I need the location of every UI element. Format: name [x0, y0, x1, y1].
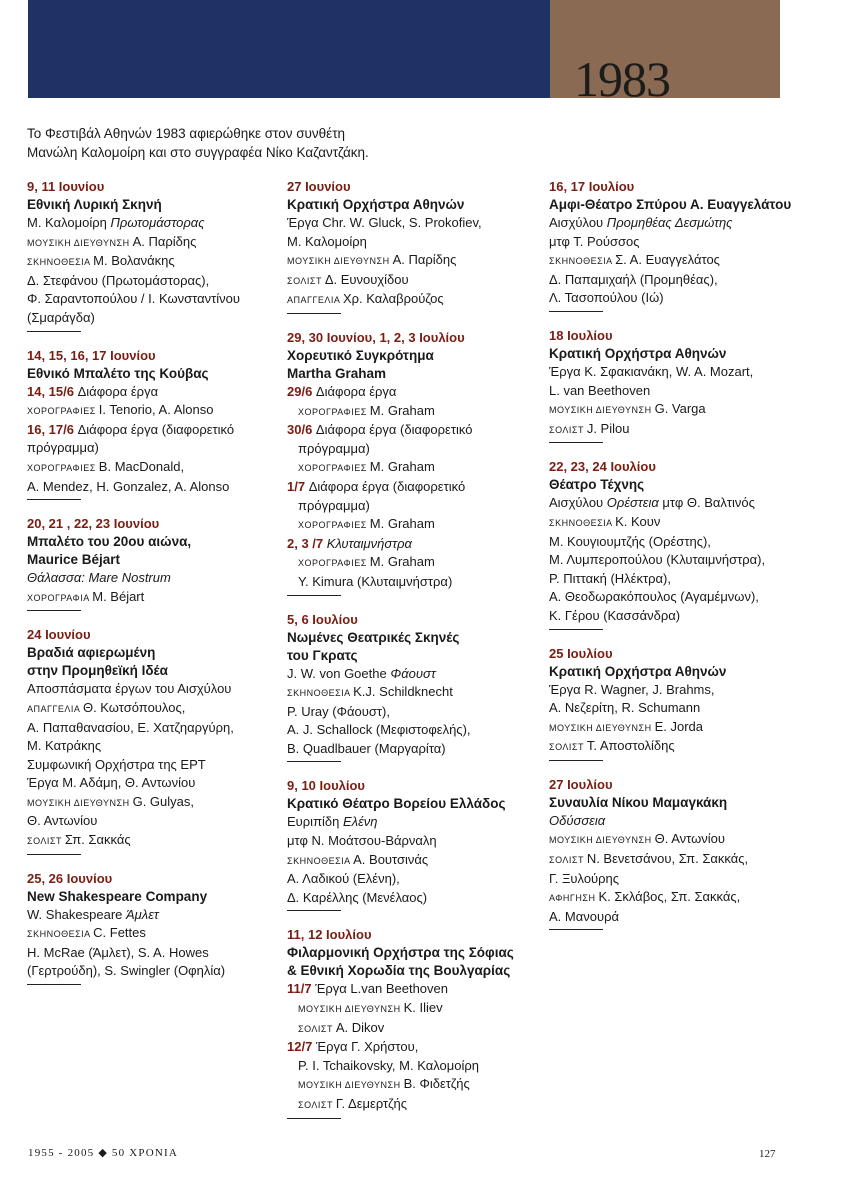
work-title: Φάουστ: [390, 665, 436, 681]
detail-text: Ευριπίδη: [287, 814, 343, 830]
event-detail-line: [287, 290, 542, 310]
event-detail-line: [287, 497, 542, 516]
page-number: 127: [759, 1148, 776, 1160]
detail-text: Θ. Κωτσόπουλος,: [82, 699, 186, 715]
event-detail-line: [287, 402, 542, 422]
event-venue: Εθνική Λυρική Σκηνή: [27, 197, 162, 212]
event-detail-line: [549, 289, 809, 308]
role-label: ΣΟΛΙΣΤ: [549, 424, 587, 435]
detail-text: Έργα Γ. Χρήστου,: [315, 1039, 419, 1055]
event-detail-line: [287, 478, 542, 497]
event-detail-line: [27, 309, 267, 328]
detail-text: Λ. Τασοπούλου (Ιώ): [549, 290, 664, 306]
detail-text: G. Gulyas,: [132, 793, 194, 809]
event-date: 20, 21 , 22, 23 Ιουνίου: [27, 516, 160, 532]
event-date: 16, 17 Ιουλίου: [549, 179, 635, 194]
event-detail-line: [287, 721, 542, 740]
event-entry: [27, 347, 267, 501]
entry-divider: [549, 629, 603, 630]
role-label: ΜΟΥΣΙΚΗ ΔΙΕΥΘΥΝΣΗ: [549, 722, 655, 733]
sub-date: 12/7: [287, 1039, 316, 1055]
event-venue: Κρατική Ορχήστρα Αθηνών: [549, 663, 727, 679]
detail-text: Έργα Chr. W. Gluck, S. Prokofiev,: [287, 215, 482, 230]
role-label: ΧΟΡΟΓΡΑΦΙΑ: [27, 592, 93, 603]
event-detail-line: [287, 1019, 542, 1039]
detail-text: Φ. Σαραντοπούλου / Ι. Κωνσταντίνου: [27, 291, 241, 307]
detail-text: Σ. Α. Ευαγγελάτος: [615, 252, 720, 268]
detail-text: (Γερτρούδη), S. Swingler (Οφηλία): [27, 963, 226, 979]
event-detail-line: [287, 535, 542, 554]
event-detail-line: [549, 533, 809, 552]
detail-text: K. Iliev: [403, 1000, 443, 1016]
event-date: 14, 15, 16, 17 Ιουνίου: [27, 347, 156, 363]
event-detail-line: [27, 588, 267, 608]
role-label: ΣΟΛΙΣΤ: [287, 275, 325, 286]
event-entry: [287, 178, 542, 314]
event-detail-line: [27, 737, 267, 756]
detail-text: Κ. Σκλάβος, Σπ. Σακκάς,: [598, 889, 741, 905]
event-detail-line: [27, 439, 267, 458]
event-detail-line: [287, 1038, 542, 1057]
event-detail-line: [287, 383, 542, 402]
entry-divider: [27, 854, 81, 855]
event-detail-line: [27, 944, 267, 963]
role-label: ΣΚΗΝΟΘΕΣΙΑ: [549, 517, 616, 528]
detail-text: Α. Μανουρά: [549, 908, 619, 924]
event-date: 22, 23, 24 Ιουλίου: [549, 459, 656, 475]
event-detail-line: [549, 271, 809, 290]
detail-text: Κ. Κουν: [615, 513, 661, 529]
role-label: ΧΟΡΟΓΡΑΦΙΕΣ: [27, 406, 99, 417]
detail-text: J. Pilou: [586, 420, 630, 436]
event-detail-line: [287, 999, 542, 1019]
sub-date: 16, 17/6: [27, 421, 78, 437]
entry-divider: [549, 760, 603, 761]
detail-text: Διάφορα έργα (διαφορετικό: [77, 421, 235, 437]
detail-text: Συμφωνική Ορχήστρα της ΕΡΤ: [27, 756, 206, 772]
event-entry: [287, 926, 542, 1118]
event-detail-line: [549, 607, 809, 626]
event-detail-line: [549, 251, 809, 271]
detail-text: πρόγραμμα): [298, 497, 370, 513]
detail-text: C. Fettes: [93, 925, 146, 941]
event-detail-line: [549, 363, 809, 382]
detail-text: P. I. Tchaikovsky, Μ. Καλομοίρη: [298, 1057, 480, 1073]
event-detail-line: [549, 870, 809, 889]
event-detail-line: [549, 494, 809, 513]
event-detail-line: [27, 252, 267, 272]
detail-text: μτφ Τ. Ρούσσος: [549, 233, 640, 249]
detail-text: Έργα Κ. Σφακιανάκη, W. A. Mozart,: [549, 363, 754, 379]
work-title: Ελένη: [343, 814, 378, 830]
detail-text: Δ. Ευνουχίδου: [324, 271, 409, 287]
detail-text: Y. Kimura (Κλυταιμνήστρα): [298, 573, 453, 589]
detail-text: (Σμαράγδα): [27, 309, 95, 325]
event-entry: [287, 777, 542, 911]
role-label: ΣΚΗΝΟΘΕΣΙΑ: [27, 929, 94, 940]
role-label: ΑΦΗΓΗΣΗ: [549, 893, 599, 904]
entry-divider: [27, 610, 81, 611]
event-entry: [549, 327, 809, 443]
detail-text: W. Shakespeare: [27, 906, 126, 922]
role-label: ΣΚΗΝΟΘΕΣΙΑ: [287, 688, 354, 699]
sub-date: 2, 3 /7: [287, 535, 327, 551]
role-label: ΣΚΗΝΟΘΕΣΙΑ: [549, 256, 616, 267]
detail-text: Β. Φιδετζής: [403, 1076, 470, 1092]
event-detail-line: [27, 478, 267, 497]
detail-text: Έργα R. Wagner, J. Brahms,: [549, 681, 715, 697]
detail-text: Α. Νεζερίτη, R. Schumann: [549, 700, 701, 716]
event-date: 11, 12 Ιουλίου: [287, 927, 372, 943]
detail-text: M. Graham: [369, 402, 435, 418]
event-detail-line: [287, 1057, 542, 1076]
event-detail-line: [287, 271, 542, 291]
event-venue: Εθνικό Μπαλέτο της Κούβας: [27, 365, 209, 381]
event-detail-line: [27, 774, 267, 793]
detail-text: Θ. Αντωνίου: [654, 831, 725, 847]
role-label: ΣΟΛΙΣΤ: [549, 855, 587, 866]
event-detail-line: [287, 740, 542, 759]
event-detail-line: [287, 1075, 542, 1095]
event-entry: [549, 178, 809, 312]
entry-divider: [27, 331, 81, 332]
event-detail-line: [27, 421, 267, 440]
event-date: 9, 11 Ιουνίου: [27, 179, 105, 194]
detail-text: Α. Παρίδης: [132, 233, 197, 249]
role-label: ΑΠΑΓΓΕΛΙΑ: [287, 295, 343, 306]
role-label: ΧΟΡΟΓΡΑΦΙΕΣ: [298, 406, 370, 417]
event-detail-line: [549, 888, 809, 908]
detail-text: Γ. Ξυλούρης: [549, 870, 620, 886]
detail-text: Α. Λαδικού (Ελένη),: [287, 871, 400, 887]
event-detail-line: [549, 382, 809, 401]
detail-text: L. van Beethoven: [549, 382, 651, 398]
program-column-3: [549, 178, 809, 945]
event-venue: Κρατική Ορχήστρα Αθηνών: [287, 197, 465, 212]
footer-anniversary: 1955 - 2005 ◆ 50 ΧΡΟΝΙΑ: [28, 1147, 179, 1159]
entry-divider: [287, 910, 341, 911]
detail-text: M. Graham: [369, 459, 435, 475]
event-detail-line: [27, 290, 267, 309]
event-venue: Φιλαρμονική Ορχήστρα της Σόφιας: [287, 945, 514, 961]
detail-text: K.J. Schildknecht: [353, 684, 453, 700]
event-venue: & Εθνική Χορωδία της Βουλγαρίας: [287, 963, 511, 979]
event-entry: [549, 645, 809, 761]
sub-date: 14, 15/6: [27, 383, 78, 399]
detail-text: πρόγραμμα): [27, 440, 99, 456]
event-detail-line: [287, 440, 542, 459]
event-date: 9, 10 Ιουλίου: [287, 778, 365, 794]
event-venue: Κρατική Ορχήστρα Αθηνών: [549, 345, 727, 361]
sub-date: 29/6: [287, 383, 316, 399]
detail-text: Διάφορα έργα (διαφορετικό: [308, 478, 466, 494]
detail-text: M. Béjart: [92, 588, 145, 604]
detail-text: Δ. Παπαμιχαήλ (Προμηθέας),: [549, 271, 718, 287]
header-blue-band: [28, 0, 550, 98]
detail-text: Α. Παρίδης: [392, 252, 457, 268]
detail-text: Έργα L.van Beethoven: [315, 981, 448, 997]
role-label: ΣΟΛΙΣΤ: [549, 742, 587, 753]
entry-divider: [287, 1118, 341, 1119]
event-date: 27 Ιουνίου: [287, 179, 351, 194]
detail-text: G. Varga: [654, 401, 706, 417]
event-detail-line: [549, 699, 809, 718]
event-date: 5, 6 Ιουλίου: [287, 611, 358, 627]
event-detail-line: [287, 1095, 542, 1115]
role-label: ΑΠΑΓΓΕΛΙΑ: [27, 703, 83, 714]
detail-text: Μ. Καλομοίρη: [27, 215, 111, 230]
event-entry: [549, 776, 809, 931]
entry-divider: [27, 984, 81, 985]
intro-line: Το Φεστιβάλ Αθηνών 1983 αφιερώθηκε στον συνθέτη: [27, 126, 346, 141]
event-venue: Martha Graham: [287, 365, 387, 381]
role-label: ΜΟΥΣΙΚΗ ΔΙΕΥΘΥΝΣΗ: [287, 256, 393, 267]
work-title: Ορέστεια: [606, 495, 659, 511]
detail-text: I. Tenorio, A. Alonso: [98, 402, 214, 418]
detail-text: E. Jorda: [654, 718, 703, 734]
event-detail-line: [287, 553, 542, 573]
detail-text: Μ. Βολανάκης: [93, 253, 175, 269]
event-detail-line: [287, 458, 542, 478]
detail-text: Θ. Αντωνίου: [27, 813, 98, 829]
event-detail-line: [287, 889, 542, 908]
event-detail-line: [549, 513, 809, 533]
detail-text: Μ. Κουγιουμτζής (Ορέστης),: [549, 533, 711, 549]
detail-text: Μ. Κατράκης: [27, 738, 102, 754]
event-venue: New Shakespeare Company: [27, 888, 208, 904]
entry-divider: [287, 313, 341, 314]
role-label: ΜΟΥΣΙΚΗ ΔΙΕΥΘΥΝΣΗ: [298, 1004, 404, 1015]
detail-text: Ρ. Πιττακή (Ηλέκτρα),: [549, 570, 671, 586]
detail-text: Διάφορα έργα: [315, 383, 397, 399]
event-venue: Συναυλία Νίκου Μαμαγκάκη: [549, 794, 728, 810]
event-detail-line: [287, 421, 542, 440]
detail-text: M. Graham: [369, 554, 435, 570]
event-venue: Νωμένες Θεατρικές Σκηνές: [287, 629, 460, 645]
role-label: ΜΟΥΣΙΚΗ ΔΙΕΥΘΥΝΣΗ: [298, 1080, 404, 1091]
detail-text: Ν. Βενετσάνου, Σπ. Σακκάς,: [586, 851, 749, 867]
entry-divider: [549, 929, 603, 930]
event-detail-line: [549, 812, 809, 831]
event-venue: Μπαλέτο του 20ου αιώνα,: [27, 534, 192, 550]
event-detail-line: [27, 214, 267, 233]
event-detail-line: [287, 515, 542, 535]
program-column-1: [27, 178, 267, 1000]
event-venue: στην Προμηθεϊκή Ιδέα: [27, 663, 168, 679]
role-label: ΣΚΗΝΟΘΕΣΙΑ: [27, 257, 94, 268]
event-detail-line: [27, 906, 267, 925]
detail-text: J. W. von Goethe: [287, 665, 391, 681]
detail-text: Α. Βουτσινάς: [353, 851, 429, 867]
event-detail-line: [549, 570, 809, 589]
detail-text: Μ. Λυμπεροπούλου (Κλυταιμνήστρα),: [549, 552, 766, 568]
event-entry: [287, 329, 542, 596]
event-date: 29, 30 Ιουνίου, 1, 2, 3 Ιουλίου: [287, 329, 465, 345]
event-detail-line: [27, 699, 267, 719]
detail-text: Μ. Καλομοίρη: [287, 233, 367, 249]
work-title: Οδύσσεια: [549, 812, 606, 828]
event-venue: Χορευτικό Συγκρότημα: [287, 347, 434, 363]
detail-text: πρόγραμμα): [298, 440, 370, 456]
detail-text: Αισχύλου: [549, 215, 607, 230]
role-label: ΣΟΛΙΣΤ: [298, 1023, 336, 1034]
role-label: ΜΟΥΣΙΚΗ ΔΙΕΥΘΥΝΣΗ: [549, 835, 655, 846]
sub-date: 30/6: [287, 422, 316, 438]
event-venue: Αμφι-Θέατρο Σπύρου Α. Ευαγγελάτου: [549, 197, 792, 212]
event-date: 18 Ιουλίου: [549, 327, 613, 343]
event-detail-line: [287, 665, 542, 684]
event-detail-line: [27, 680, 267, 699]
detail-text: Δ. Στεφάνου (Πρωτομάστορας),: [27, 272, 210, 288]
event-detail-line: [549, 588, 809, 607]
event-entry: [549, 458, 809, 629]
work-title: Κλυταιμνήστρα: [326, 535, 412, 551]
event-detail-line: [549, 737, 809, 757]
detail-text: Σπ. Σακκάς: [64, 832, 131, 848]
role-label: ΣΚΗΝΟΘΕΣΙΑ: [287, 855, 354, 866]
event-detail-line: [287, 870, 542, 889]
detail-text: Διάφορα έργα: [77, 383, 159, 399]
sub-date: 1/7: [287, 478, 309, 494]
event-detail-line: [549, 830, 809, 850]
entry-divider: [287, 761, 341, 762]
event-detail-line: [27, 458, 267, 478]
role-label: ΧΟΡΟΓΡΑΦΙΕΣ: [27, 462, 99, 473]
event-detail-line: [27, 383, 267, 402]
event-detail-line: [27, 569, 267, 588]
detail-text: Κ. Γέρου (Κασσάνδρα): [549, 607, 681, 623]
event-date: 27 Ιουλίου: [549, 776, 613, 792]
detail-text: Χρ. Καλαβρούζος: [342, 291, 444, 307]
work-title: Άμλετ: [126, 906, 159, 922]
entry-divider: [287, 595, 341, 596]
event-detail-line: [549, 400, 809, 420]
role-label: ΜΟΥΣΙΚΗ ΔΙΕΥΘΥΝΣΗ: [549, 405, 655, 416]
role-label: ΧΟΡΟΓΡΑΦΙΕΣ: [298, 463, 370, 474]
event-detail-line: [287, 251, 542, 271]
event-detail-line: [27, 233, 267, 253]
work-title: Θάλασσα: Mare Nostrum: [27, 570, 171, 586]
detail-text: H. McRae (Άμλετ), S. A. Howes: [27, 944, 209, 960]
event-entry: [287, 611, 542, 763]
event-detail-line: [287, 703, 542, 722]
detail-text: M. Graham: [369, 516, 435, 532]
event-detail-line: [287, 214, 542, 233]
event-entry: [27, 870, 267, 985]
event-detail-line: [287, 233, 542, 252]
event-detail-line: [549, 718, 809, 738]
detail-text: Γ. Δεμερτζής: [335, 1096, 407, 1111]
event-venue: Maurice Béjart: [27, 552, 121, 568]
event-detail-line: [27, 719, 267, 738]
event-detail-line: [549, 214, 809, 233]
event-entry: [27, 515, 267, 611]
detail-text: Δ. Καρέλλης (Μενέλαος): [287, 889, 428, 905]
detail-text: A. J. Schallock (Μεφιστοφελής),: [287, 722, 471, 738]
event-detail-line: [287, 851, 542, 871]
entry-divider: [549, 442, 603, 443]
role-label: ΣΟΛΙΣΤ: [298, 1100, 336, 1110]
detail-text: μτφ Θ. Βαλτινός: [658, 495, 755, 511]
detail-text: Διάφορα έργα (διαφορετικό: [315, 422, 473, 438]
entry-divider: [27, 499, 81, 500]
event-detail-line: [27, 401, 267, 421]
event-detail-line: [27, 924, 267, 944]
detail-text: B. MacDonald,: [98, 458, 185, 474]
event-entry: [27, 178, 267, 332]
detail-text: Αισχύλου: [549, 495, 607, 511]
detail-text: Α. Παπαθανασίου, Ε. Χατζηαργύρη,: [27, 719, 234, 735]
event-venue: Βραδιά αφιερωμένη: [27, 645, 156, 661]
event-venue: Κρατικό Θέατρο Βορείου Ελλάδος: [287, 796, 506, 812]
event-date: 25 Ιουλίου: [549, 645, 613, 661]
event-detail-line: [287, 980, 542, 999]
event-date: 25, 26 Ιουνίου: [27, 870, 113, 886]
role-label: ΜΟΥΣΙΚΗ ΔΙΕΥΘΥΝΣΗ: [27, 237, 133, 248]
event-detail-line: [549, 551, 809, 570]
detail-text: Έργα Μ. Αδάμη, Θ. Αντωνίου: [27, 775, 196, 791]
year-heading: 1983: [574, 51, 670, 107]
event-detail-line: [27, 812, 267, 831]
event-detail-line: [27, 962, 267, 981]
detail-text: P. Uray (Φάουστ),: [287, 703, 390, 719]
detail-text: B. Quadlbauer (Μαργαρίτα): [287, 740, 446, 756]
event-detail-line: [287, 832, 542, 851]
intro-text: [27, 124, 447, 162]
detail-text: μτφ Ν. Μοάτσου-Βάρναλη: [287, 833, 437, 849]
detail-text: Τ. Αποστολίδης: [586, 738, 675, 754]
event-detail-line: [549, 908, 809, 927]
detail-text: A. Mendez, H. Gonzalez, A. Alonso: [27, 478, 230, 494]
intro-line: Μανώλη Καλομοίρη και στο συγγραφέα Νίκο Καζαντζάκη.: [27, 145, 369, 160]
sub-date: 11/7: [287, 981, 316, 997]
event-detail-line: [549, 420, 809, 440]
event-venue: Θέατρο Τέχνης: [549, 477, 645, 493]
role-label: ΣΟΛΙΣΤ: [27, 836, 65, 847]
role-label: ΧΟΡΟΓΡΑΦΙΕΣ: [298, 558, 370, 569]
event-detail-line: [287, 813, 542, 832]
event-detail-line: [287, 573, 542, 592]
event-date: 24 Ιουνίου: [27, 627, 91, 643]
event-venue: του Γκρατς: [287, 647, 358, 663]
role-label: ΧΟΡΟΓΡΑΦΙΕΣ: [298, 520, 370, 531]
detail-text: Α. Θεοδωρακόπουλος (Αγαμέμνων),: [549, 589, 759, 605]
event-detail-line: [27, 831, 267, 851]
entry-divider: [549, 311, 603, 312]
program-column-2: [287, 178, 542, 1134]
event-detail-line: [27, 756, 267, 775]
work-title: Πρωτομάστορας: [110, 215, 205, 230]
detail-text: A. Dikov: [335, 1019, 385, 1035]
event-detail-line: [27, 272, 267, 291]
role-label: ΜΟΥΣΙΚΗ ΔΙΕΥΘΥΝΣΗ: [27, 797, 133, 808]
event-detail-line: [27, 793, 267, 813]
event-detail-line: [287, 683, 542, 703]
event-entry: [27, 626, 267, 854]
work-title: Προμηθέας Δεσμώτης: [606, 215, 733, 230]
event-detail-line: [549, 233, 809, 252]
event-detail-line: [549, 681, 809, 700]
detail-text: Αποσπάσματα έργων του Αισχύλου: [27, 681, 232, 697]
event-detail-line: [549, 850, 809, 870]
